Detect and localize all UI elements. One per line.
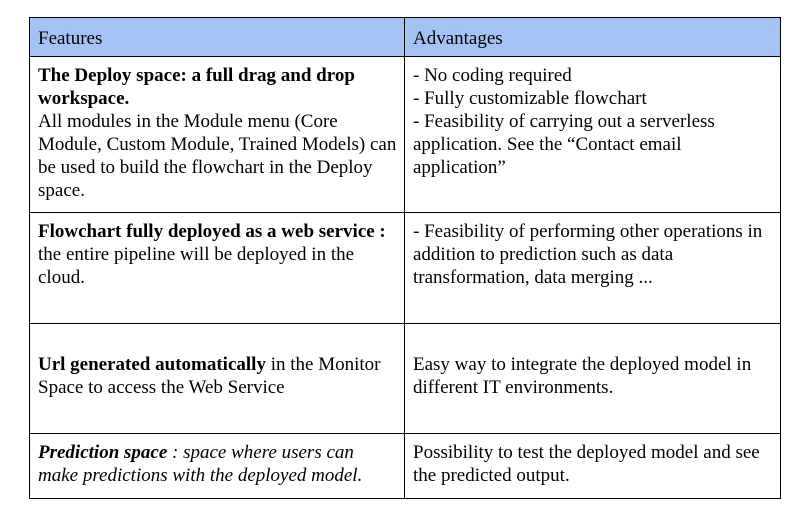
advantage-item: - No coding required	[413, 65, 572, 86]
feature-cell	[30, 434, 405, 499]
feature-title: Url generated automatically	[38, 354, 266, 375]
advantages-cell	[405, 213, 781, 324]
feature-description: All modules in the Module menu (Core Module, Custom Module, Trained Models) can be used to build the flowchart in the Deploy space.	[38, 111, 397, 201]
feature-cell	[30, 213, 405, 324]
advantage-item: Easy way to integrate the deployed model in different IT environments.	[413, 354, 752, 398]
header-row	[30, 18, 781, 57]
advantages-cell	[405, 324, 781, 434]
feature-title: Flowchart fully deployed as a web service :	[38, 221, 386, 242]
advantages-cell	[405, 57, 781, 213]
advantage-item: - Fully customizable flowchart	[413, 88, 647, 109]
table-row	[30, 434, 781, 499]
feature-cell	[30, 57, 405, 213]
feature-cell	[30, 324, 405, 434]
table-row	[30, 324, 781, 434]
advantage-item: Possibility to test the deployed model and see the predicted output.	[413, 442, 760, 486]
header-advantages: Advantages	[405, 18, 781, 57]
feature-title: Prediction space	[38, 442, 168, 463]
advantages-cell	[405, 434, 781, 499]
feature-description: in the Monitor Space to access the Web Service	[38, 354, 381, 398]
table-row	[30, 57, 781, 213]
header-features: Features	[30, 18, 405, 57]
table-row	[30, 213, 781, 324]
advantage-item: - Feasibility of carrying out a serverless application. See the “Contact email application”	[413, 111, 715, 178]
advantage-item: - Feasibility of performing other operations in addition to prediction such as data transformation, data merging ...	[413, 221, 763, 288]
feature-description: the entire pipeline will be deployed in the cloud.	[38, 244, 355, 288]
feature-title: The Deploy space: a full drag and drop workspace.	[38, 65, 355, 109]
feature-description: : space where users can make predictions with the deployed model.	[38, 442, 363, 486]
features-table	[29, 17, 781, 499]
